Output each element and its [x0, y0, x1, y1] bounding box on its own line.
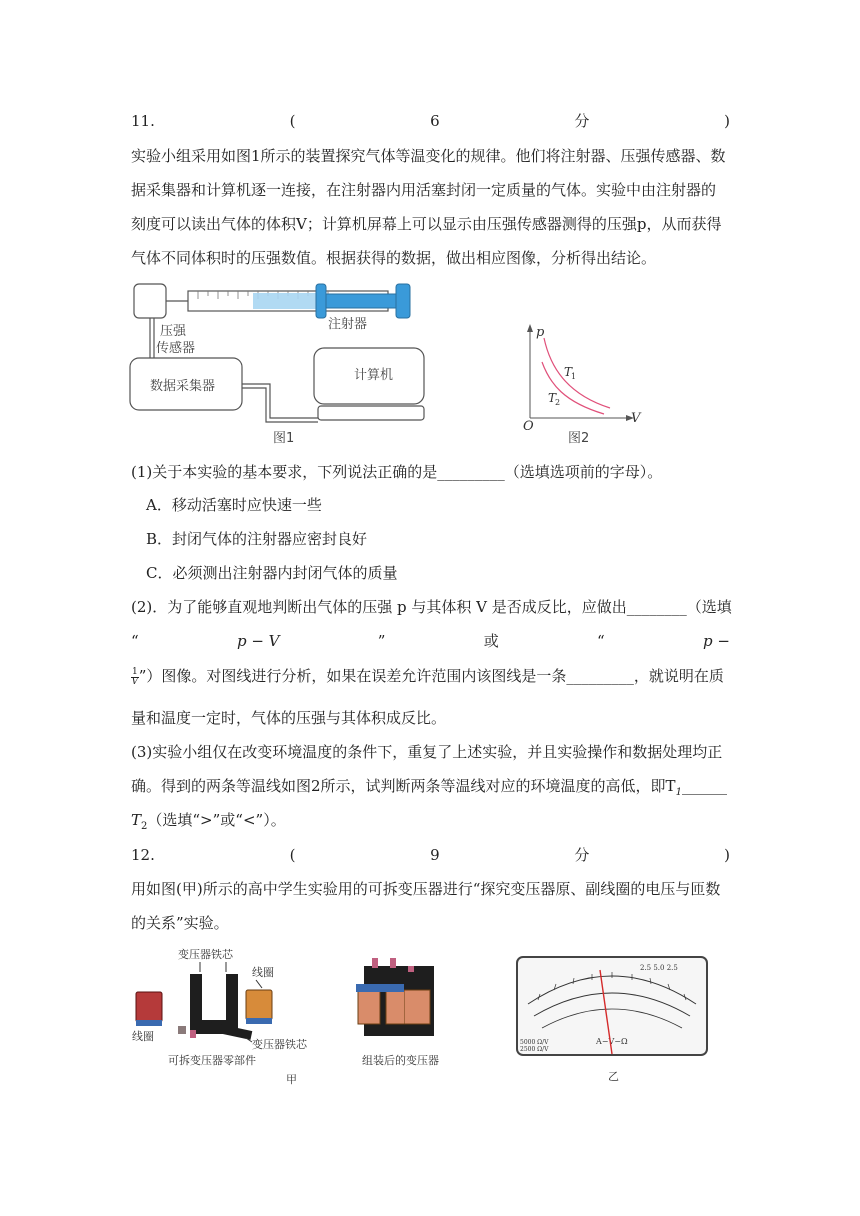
axis-v-label: V	[631, 411, 641, 426]
collector-label: 数据采集器	[150, 379, 216, 394]
q11-score-unit: 分	[574, 112, 590, 130]
meter-top-right: 2.5 5.0 2.5	[640, 964, 678, 972]
q11-score-close: )	[724, 112, 730, 130]
axis-p-label: p	[536, 325, 545, 340]
q12-intro-line: 用如图(甲)所示的高中学生实验用的可拆变压器进行“探究变压器原、副线圈的电压与匝数	[131, 880, 721, 898]
q11-score-value: 6	[430, 112, 440, 130]
figure-1-caption: 图1	[273, 431, 295, 446]
meter-left-2: 2500 Ω/V	[520, 1046, 549, 1053]
q12-score-close: )	[724, 846, 730, 864]
q11-option-c: C．必须测出注射器内封闭气体的质量	[146, 564, 398, 582]
origin-label: O	[523, 419, 534, 434]
t1-label: T	[564, 365, 573, 379]
figure-yi-multimeter	[516, 956, 708, 1086]
q11-number: 11.	[131, 112, 155, 130]
option-p-v: p − V	[236, 632, 280, 650]
figure-2-isotherms	[518, 322, 648, 448]
q11-option-a: A．移动活塞时应快速一些	[146, 496, 322, 514]
coil-right-label: 线圈	[252, 966, 274, 979]
q11-part3-line2: 确。得到的两条等温线如图2所示，试判断两条等温线对应的环境温度的高低，即$T_1\_\_\_\_\_\_$	[131, 777, 727, 798]
word-or: 或	[483, 632, 499, 650]
q11-part2-line2	[131, 631, 730, 651]
q11-header	[131, 111, 730, 131]
q12-score-open: (	[289, 846, 296, 864]
q12-score-value: 9	[430, 846, 440, 864]
q12-number: 12.	[131, 846, 155, 864]
figure-yi-caption: 乙	[608, 1070, 619, 1083]
coil-left-label: 线圈	[132, 1030, 154, 1043]
q11-score-open: (	[289, 112, 296, 130]
fraction-1-over-v: $\frac{1}{V}$	[131, 666, 139, 687]
q11-intro-line: 实验小组采用如图1所示的装置探究气体等温变化的规律。他们将注射器、压强传感器、数	[131, 147, 726, 165]
q11-part2-line3: $\frac{1}{V}$ ”）图像。对图线进行分析，如果在误差允许范围内该图线是一条_________，就说明在质	[131, 666, 724, 687]
q11-part3-line1: (3)实验小组仅在改变环境温度的条件下，重复了上述实验，并且实验操作和数据处理均正	[131, 743, 723, 761]
q12-intro-line: 的关系”实验。	[131, 914, 229, 932]
sensor-label-2: 传感器	[156, 341, 196, 356]
q12-score-unit: 分	[574, 846, 590, 864]
figure-2-caption: 图2	[568, 431, 590, 446]
q11-option-b: B．封闭气体的注射器应密封良好	[146, 530, 368, 548]
computer-label: 计算机	[354, 368, 394, 383]
q11-intro-line: 气体不同体积时的压强数值。根据获得的数据，做出相应图像，分析得出结论。	[131, 249, 657, 267]
t2-label: T	[548, 391, 557, 405]
figure-1-apparatus	[128, 280, 438, 450]
assembled-caption: 组装后的变压器	[362, 1054, 439, 1067]
sensor-label-1: 压强	[160, 324, 187, 339]
q11-part2-line4: 量和温度一定时，气体的压强与其体积成反比。	[131, 709, 447, 727]
t1-sub: 1	[571, 372, 577, 381]
option-p-minus: p −	[702, 632, 730, 650]
core-bottom-label: 变压器铁芯	[252, 1038, 307, 1051]
figure-jia-caption: 甲	[286, 1073, 297, 1086]
q11-part1: (1)关于本实验的基本要求，下列说法正确的是_________（选填选项前的字母）。	[131, 463, 663, 481]
meter-left-1: 5000 Ω/V	[520, 1039, 549, 1046]
syringe-label: 注射器	[328, 317, 368, 332]
parts-caption: 可拆变压器零部件	[168, 1054, 256, 1067]
quote-close: ”	[377, 632, 386, 650]
q11-intro-line: 刻度可以读出气体的体积V；计算机屏幕上可以显示由压强传感器测得的压强p，从而获得	[131, 215, 722, 233]
quote-open-2: “	[597, 632, 605, 650]
q11-intro-line: 据采集器和计算机逐一连接，在注射器内用活塞封闭一定质量的气体。实验中由注射器的	[131, 181, 717, 199]
t2-sub: 2	[555, 398, 561, 407]
assembled-core-right	[404, 966, 444, 1036]
q11-part3-line3: $T_2$（选填“>”或“<”）。	[131, 811, 286, 832]
quote-open: “	[131, 632, 139, 650]
q11-part2-line1: (2)．为了能够直观地判断出气体的压强 p 与其体积 V 是否成反比，应做出________（选填	[131, 598, 732, 616]
meter-label: A−V−Ω	[596, 1037, 628, 1046]
q12-header	[131, 845, 730, 865]
core-top-label: 变压器铁芯	[178, 948, 233, 961]
